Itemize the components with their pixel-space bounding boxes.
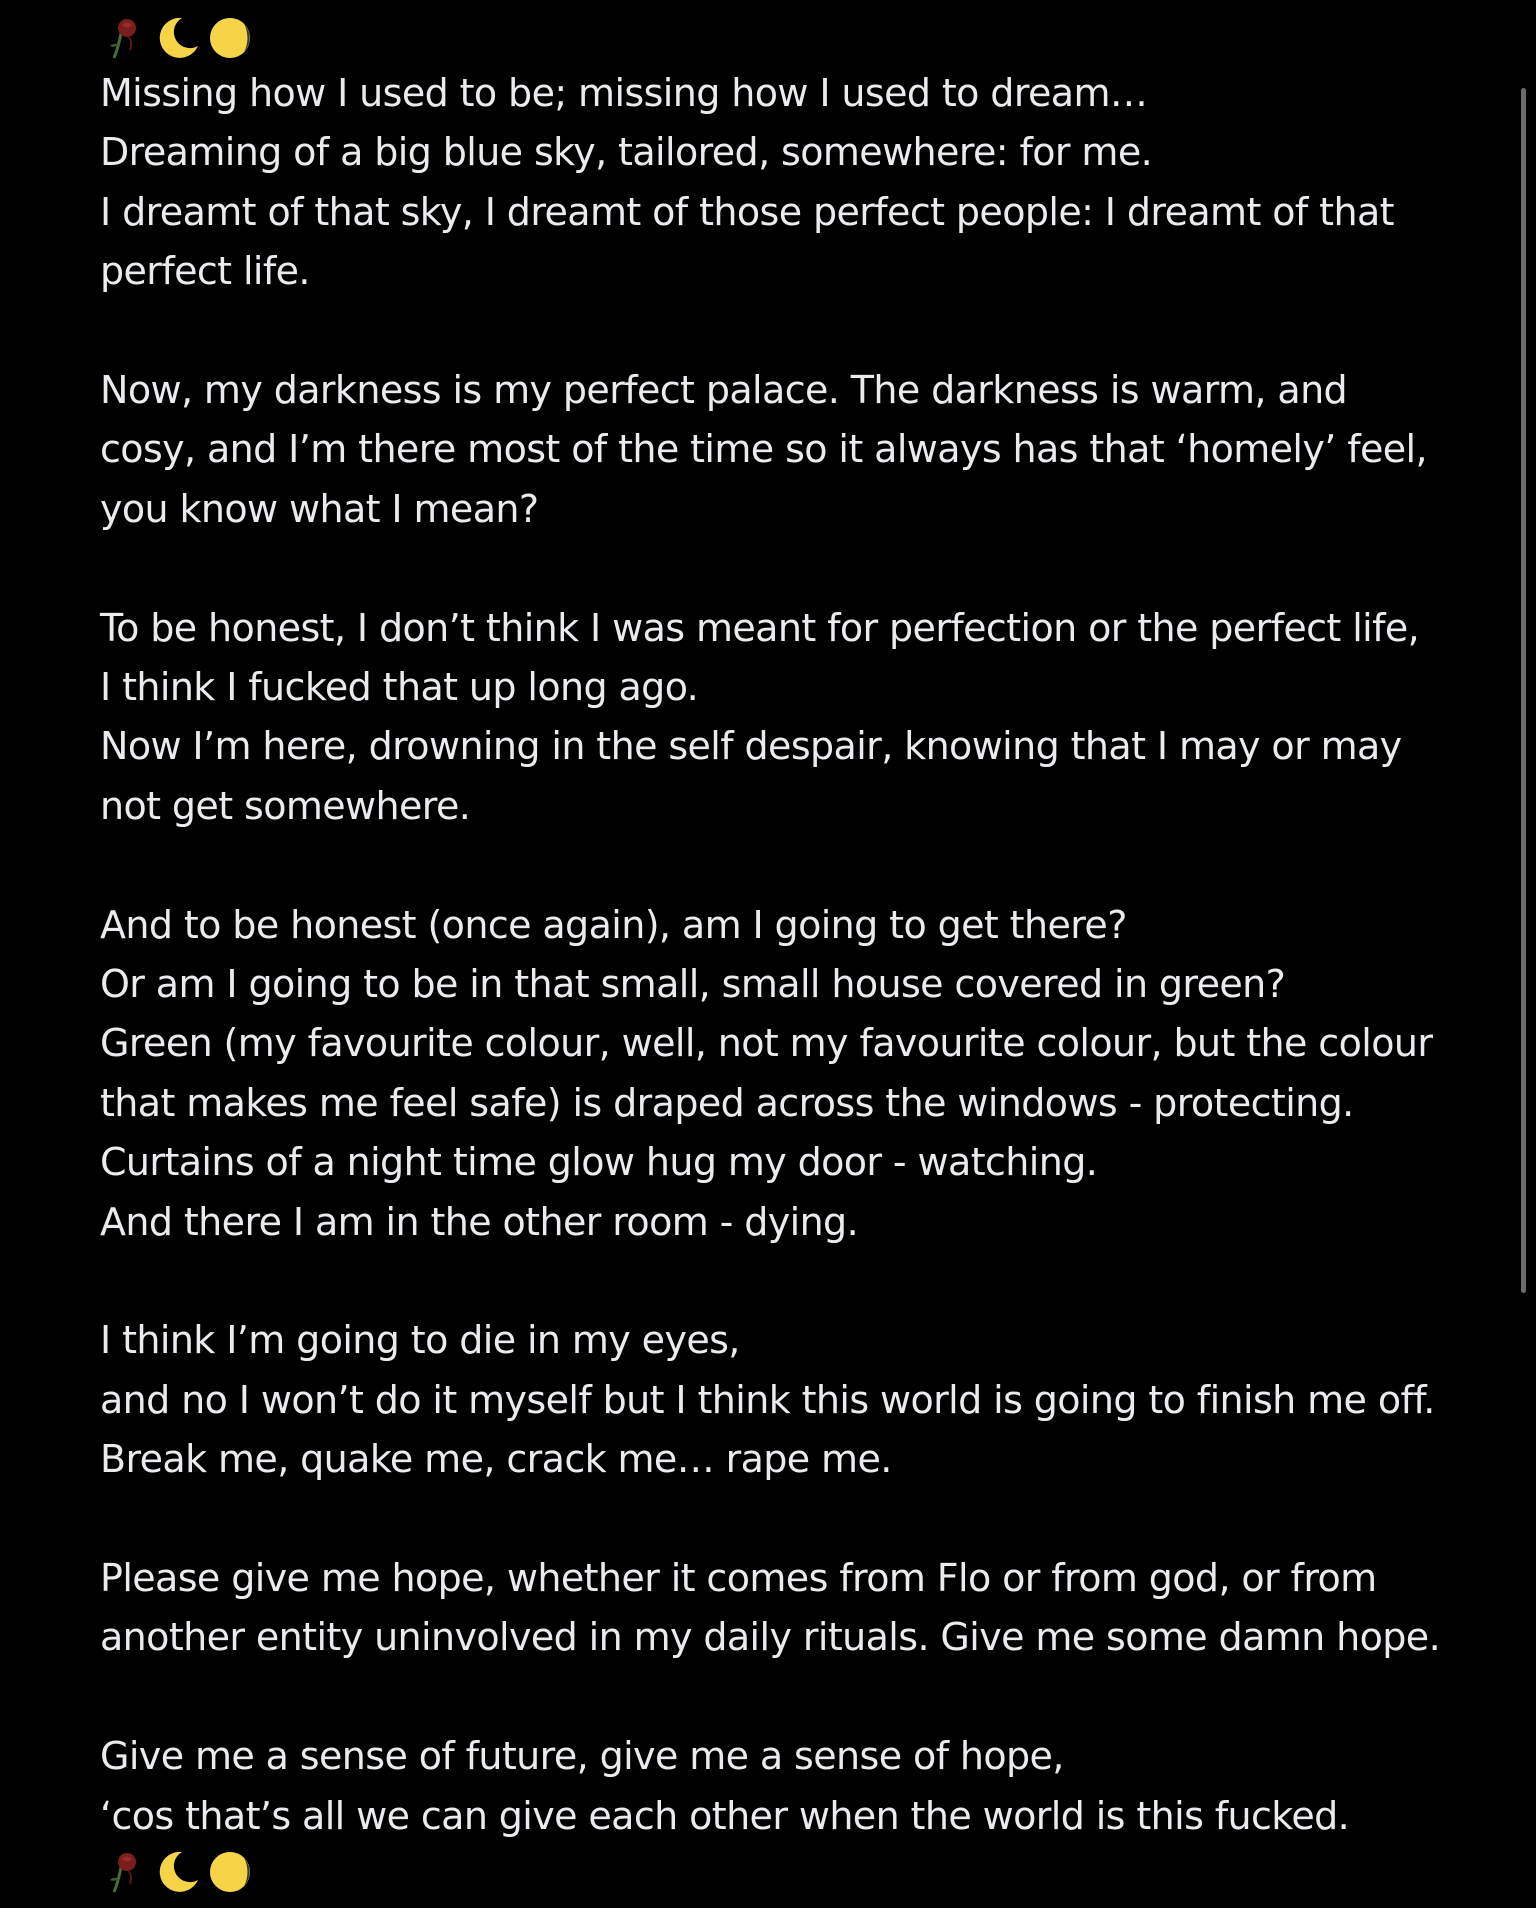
first-quarter-moon-icon (204, 12, 256, 64)
text-line: I dreamt of that sky, I dreamt of those perfect people: I dreamt of that (100, 189, 1394, 234)
text-line: you know what I mean? (100, 486, 539, 531)
blank-line (100, 1252, 1440, 1311)
blank-line (100, 1668, 1440, 1727)
text-line: To be honest, I don’t think I was meant for perfection or the perfect life, (100, 605, 1420, 650)
text-line: Curtains of a night time glow hug my door - watching. (100, 1140, 1098, 1185)
bottom-emoji-row (100, 1846, 1440, 1898)
top-emoji-row (100, 12, 1440, 64)
text-line: And there I am in the other room - dying. (100, 1199, 859, 1244)
paragraph (100, 599, 1440, 837)
text-line: Break me, quake me, crack me… rape me. (100, 1437, 892, 1482)
text-line: Missing how I used to be; missing how I used to dream… (100, 71, 1148, 115)
first-quarter-moon-icon (204, 1846, 256, 1898)
text-line: another entity uninvolved in my daily rituals. Give me some damn hope. (100, 1615, 1441, 1660)
vertical-scrollbar[interactable] (1521, 88, 1526, 1293)
paragraph (100, 896, 1440, 1252)
paragraph (100, 1727, 1440, 1846)
text-line: that makes me feel safe) is draped across the windows - protecting. (100, 1080, 1354, 1125)
text-line: Green (my favourite colour, well, not my favourite colour, but the colour (100, 1021, 1433, 1066)
text-line: ‘cos that’s all we can give each other when the world is this fucked. (100, 1793, 1350, 1838)
paragraph (100, 1549, 1440, 1668)
text-line: perfect life. (100, 249, 310, 294)
note-body[interactable] (100, 12, 1440, 1898)
text-line: and no I won’t do it myself but I think this world is going to finish me off. (100, 1377, 1435, 1422)
text-line: And to be honest (once again), am I going to get there? (100, 902, 1127, 947)
text-line: I think I’m going to die in my eyes, (100, 1318, 740, 1363)
text-line: Give me a sense of future, give me a sense of hope, (100, 1734, 1064, 1779)
paragraph (100, 1311, 1440, 1489)
text-line: Please give me hope, whether it comes from Flo or from god, or from (100, 1556, 1377, 1601)
text-line: not get somewhere. (100, 783, 471, 828)
blank-line (100, 302, 1440, 361)
text-line: cosy, and I’m there most of the time so it always has that ‘homely’ feel, (100, 427, 1427, 472)
text-line: Now, my darkness is my perfect palace. The darkness is warm, and (100, 368, 1348, 413)
text-line: Now I’m here, drowning in the self despair, knowing that I may or may (100, 724, 1402, 769)
paragraph (100, 64, 1440, 302)
wilted-rose-icon (100, 12, 152, 64)
crescent-moon-icon (152, 1846, 204, 1898)
crescent-moon-icon (152, 12, 204, 64)
text-line: I think I fucked that up long ago. (100, 665, 699, 710)
text-line: Or am I going to be in that small, small house covered in green? (100, 962, 1286, 1007)
wilted-rose-icon (100, 1846, 152, 1898)
paragraph (100, 361, 1440, 539)
blank-line (100, 1490, 1440, 1549)
text-line: Dreaming of a big blue sky, tailored, somewhere: for me. (100, 130, 1153, 175)
blank-line (100, 836, 1440, 895)
blank-line (100, 539, 1440, 598)
